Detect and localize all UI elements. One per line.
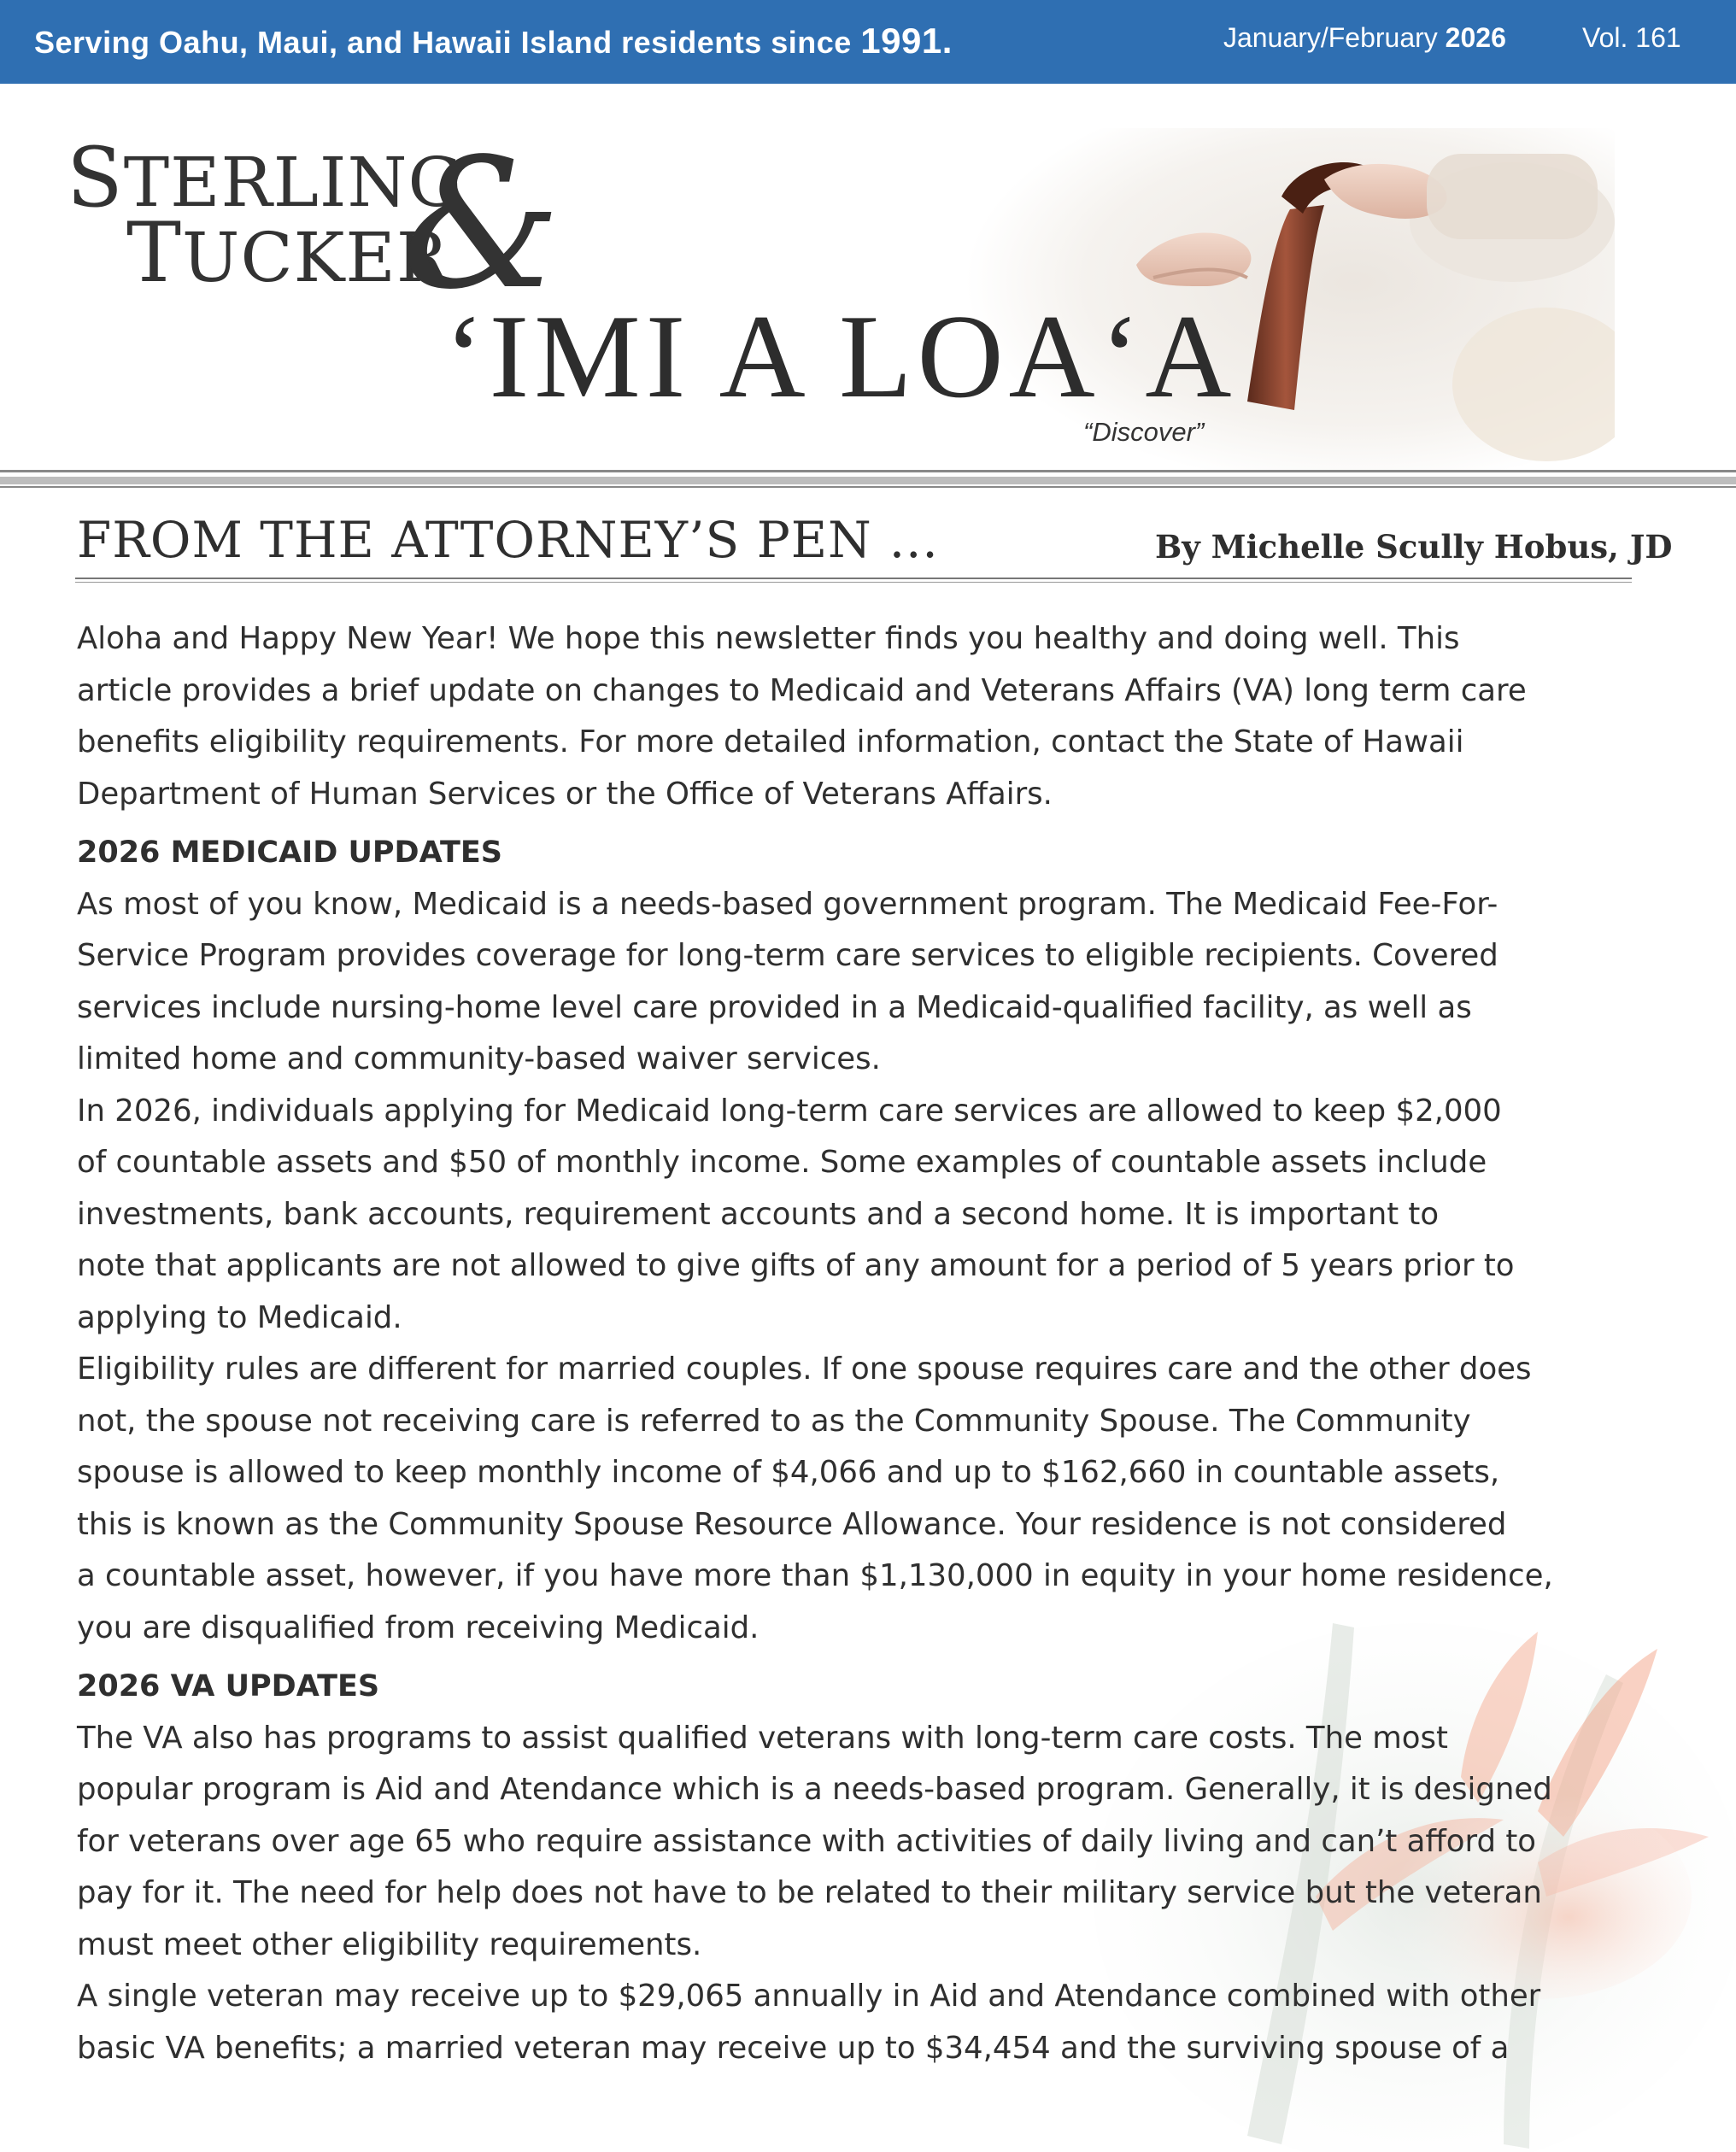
since-year: 1991. bbox=[860, 21, 953, 61]
text-line: for veterans over age 65 who require assistance with activities of daily living and can’t afford to bbox=[77, 1823, 1536, 1859]
text-line: basic VA benefits; a married veteran may receive up to $34,454 and the surviving spouse of a bbox=[77, 2030, 1510, 2066]
issue-months: January/February bbox=[1223, 22, 1438, 53]
text-line: A single veteran may receive up to $29,065 annually in Aid and Atendance combined with other bbox=[77, 1979, 1541, 2014]
section-heading: FROM THE ATTORNEY’S PEN … bbox=[77, 511, 940, 569]
text-line: benefits eligibility requirements. For more detailed information, contact the State of Hawaii bbox=[77, 724, 1464, 759]
va-paragraph-2 bbox=[77, 1971, 1649, 2074]
masthead-divider-top bbox=[0, 470, 1736, 472]
volume-number: Vol. 161 bbox=[1582, 22, 1681, 53]
text-line: Department of Human Services or the Office of Veterans Affairs. bbox=[77, 776, 1053, 812]
text-line: Aloha and Happy New Year! We hope this newsletter finds you healthy and doing well. This bbox=[77, 621, 1460, 656]
tagline-text: Serving Oahu, Maui, and Hawaii Island residents since bbox=[34, 25, 852, 60]
newsletter-subtitle: “Discover” bbox=[1083, 417, 1205, 447]
medicaid-paragraph-3 bbox=[77, 1344, 1649, 1654]
heading-underline-thin bbox=[75, 582, 1632, 583]
text-line: not, the spouse not receiving care is referred to as the Community Spouse. The Community bbox=[77, 1403, 1471, 1439]
logo-line-sterling: STERLING bbox=[67, 130, 464, 226]
medicaid-paragraph-2 bbox=[77, 1086, 1649, 1345]
article-body bbox=[77, 613, 1649, 2074]
medicaid-paragraph-1 bbox=[77, 879, 1649, 1086]
intro-paragraph bbox=[77, 613, 1649, 820]
text-line: must meet other eligibility requirements. bbox=[77, 1926, 702, 1962]
tagline bbox=[34, 21, 953, 62]
author-byline: By Michelle Scully Hobus, JD bbox=[1155, 528, 1673, 566]
newsletter-title: ‘IMI A LOA‘A bbox=[444, 290, 1237, 423]
text-line: investments, bank accounts, requirement accounts and a second home. It is important to bbox=[77, 1196, 1440, 1232]
text-line: As most of you know, Medicaid is a needs-based government program. The Medicaid Fee-For- bbox=[77, 886, 1498, 922]
text-line: applying to Medicaid. bbox=[77, 1299, 402, 1335]
masthead-divider-bottom bbox=[0, 486, 1736, 488]
text-line: limited home and community-based waiver services. bbox=[77, 1041, 881, 1076]
text-line: a countable asset, however, if you have more than $1,130,000 in equity in your home residence, bbox=[77, 1558, 1553, 1593]
heading-underline bbox=[75, 578, 1632, 579]
va-paragraph-1 bbox=[77, 1713, 1649, 1972]
text-line: In 2026, individuals applying for Medicaid long-term care services are allowed to keep $2,000 bbox=[77, 1093, 1502, 1129]
top-banner bbox=[0, 0, 1736, 84]
text-line: The VA also has programs to assist qualified veterans with long-term care costs. The most bbox=[77, 1720, 1448, 1756]
text-line: Service Program provides coverage for long-term care services to eligible recipients. Covered bbox=[77, 938, 1498, 973]
issue-date bbox=[1223, 22, 1506, 54]
text-line: services include nursing-home level care provided in a Medicaid-qualified facility, as well as bbox=[77, 989, 1472, 1025]
text-line: of countable assets and $50 of monthly income. Some examples of countable assets include bbox=[77, 1145, 1487, 1180]
va-heading: 2026 VA UPDATES bbox=[77, 1669, 380, 1703]
text-line: you are disqualified from receiving Medicaid. bbox=[77, 1610, 760, 1645]
text-line: popular program is Aid and Atendance which is a needs-based program. Generally, it is designed bbox=[77, 1772, 1552, 1807]
text-line: Eligibility rules are different for married couples. If one spouse requires care and the other does bbox=[77, 1352, 1532, 1387]
medicaid-heading: 2026 MEDICAID UPDATES bbox=[77, 836, 502, 870]
issue-year: 2026 bbox=[1445, 22, 1506, 53]
text-line: article provides a brief update on changes to Medicaid and Veterans Affairs (VA) long term care bbox=[77, 672, 1527, 708]
text-line: spouse is allowed to keep monthly income of $4,066 and up to $162,660 in countable assets, bbox=[77, 1455, 1500, 1490]
masthead-divider-band bbox=[0, 477, 1736, 484]
text-line: pay for it. The need for help does not have to be related to their military service but the veteran bbox=[77, 1875, 1542, 1910]
logo-line-tucker: TUCKER bbox=[126, 205, 449, 301]
text-line: note that applicants are not allowed to give gifts of any amount for a period of 5 years prior to bbox=[77, 1248, 1515, 1283]
logo-ampersand: & bbox=[402, 120, 561, 329]
text-line: this is known as the Community Spouse Resource Allowance. Your residence is not considered bbox=[77, 1506, 1507, 1542]
sterling-tucker-logo bbox=[67, 120, 561, 329]
